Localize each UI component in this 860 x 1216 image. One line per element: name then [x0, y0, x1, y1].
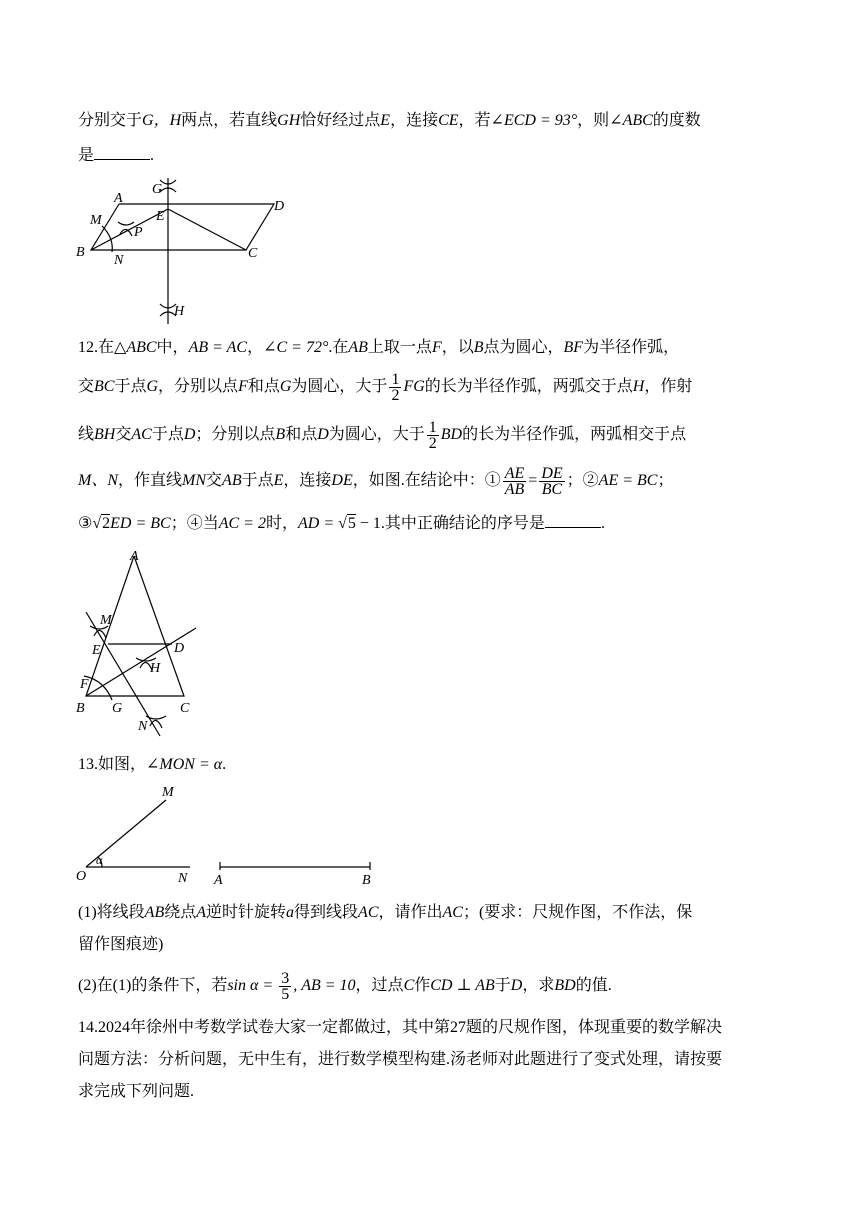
label: P — [134, 225, 143, 240]
label: M — [90, 213, 102, 228]
text: 于点 — [114, 378, 147, 396]
text: ；④当 — [170, 515, 219, 532]
text: 绕点 — [164, 904, 197, 921]
denominator: AB — [504, 481, 525, 498]
math: B — [473, 339, 484, 356]
label: H — [150, 661, 161, 676]
math: ∠MON = α — [146, 756, 223, 773]
math: BH — [94, 426, 116, 444]
text: 13.如图， — [78, 756, 147, 773]
math: ED = BC — [110, 515, 171, 532]
label: B — [76, 701, 85, 716]
text: 时， — [265, 515, 298, 532]
q11-line-1 — [78, 111, 701, 131]
text: 14.2024年徐州中考数学试卷大家一定都做过，其中第27题的尺规作图，体现重要的数学解决 — [78, 1019, 723, 1036]
math: , AB = 10 — [293, 977, 356, 995]
math: △ABC — [114, 339, 157, 356]
math: − 1 — [355, 515, 381, 532]
label: α — [96, 853, 103, 867]
math: E — [380, 112, 391, 129]
text: ，分别以点 — [158, 378, 239, 396]
math: BD — [440, 426, 463, 444]
math: M、N — [78, 472, 119, 490]
math: MN — [182, 472, 207, 490]
label: O — [76, 869, 87, 884]
q14-line-1 — [78, 1018, 722, 1038]
q12-line-4 — [78, 466, 673, 497]
text: 上取一点 — [367, 339, 432, 356]
text: 为圆心，大于 — [291, 378, 388, 396]
text: 和点 — [247, 378, 280, 396]
arc-p-2 — [120, 229, 132, 236]
text: 于 — [494, 977, 511, 995]
fraction — [279, 971, 291, 1002]
text: ，作射 — [644, 378, 693, 396]
fraction — [427, 420, 439, 451]
math: F — [238, 378, 248, 396]
numerator: 3 — [281, 970, 290, 987]
text: ，作直线 — [118, 472, 183, 490]
sqrt-sign: √ — [338, 515, 347, 532]
q12-line-1 — [78, 338, 679, 358]
q14-line-2 — [78, 1050, 722, 1070]
math: D — [317, 426, 329, 444]
text: ，求 — [522, 977, 555, 995]
text: 12.在 — [78, 339, 115, 356]
text: (1)将线段 — [78, 904, 145, 921]
text: . — [600, 515, 605, 532]
label: A — [114, 191, 123, 206]
numerator: AE — [504, 465, 525, 482]
math: B — [275, 426, 286, 444]
denominator: 2 — [391, 387, 400, 404]
label: D — [174, 641, 185, 656]
label: D — [274, 199, 285, 214]
text: 求完成下列问题. — [78, 1083, 195, 1100]
label: A — [130, 549, 139, 564]
text: (2)在(1)的条件下，若 — [78, 977, 228, 995]
q11-line-2 — [78, 145, 154, 166]
math: AC — [131, 426, 152, 444]
denominator: 2 — [428, 435, 437, 452]
label: B — [76, 245, 85, 260]
text: ，则 — [577, 112, 610, 129]
text: ； — [657, 472, 674, 490]
numerator: 1 — [391, 371, 400, 388]
sqrt-arg: 2 — [102, 515, 111, 532]
label: G — [152, 182, 163, 197]
math: G — [146, 378, 159, 396]
math: AC = 2 — [218, 515, 266, 532]
math: CE — [438, 112, 459, 129]
q13-figure — [74, 780, 384, 890]
text: ，过点 — [355, 977, 404, 995]
math: BD — [554, 977, 576, 995]
label: F — [80, 677, 89, 692]
denominator: 5 — [281, 986, 290, 1003]
text: ；分别以点 — [195, 426, 276, 444]
text: 留作图痕迹) — [78, 936, 164, 953]
text: 为圆心，大于 — [328, 426, 425, 444]
q12-line-3 — [78, 420, 686, 451]
label: N — [178, 871, 188, 886]
text: 分别交于 — [78, 112, 143, 129]
label: C — [248, 246, 258, 261]
text: ，若 — [458, 112, 491, 129]
text: .其中正确结论的序号是 — [380, 515, 545, 532]
math: FG — [403, 378, 425, 396]
math: AB — [348, 339, 368, 356]
numerator: 1 — [428, 419, 437, 436]
q11-figure — [74, 176, 294, 328]
math: AC — [442, 904, 463, 921]
label: C — [180, 701, 190, 716]
text: . — [222, 756, 227, 773]
text: 的度数 — [652, 112, 701, 129]
text: ，连接 — [283, 472, 332, 490]
numerator: DE — [541, 465, 563, 482]
math: A — [196, 904, 207, 921]
text: .在 — [328, 339, 349, 356]
math: BF — [563, 339, 584, 356]
q14-line-3 — [78, 1082, 194, 1102]
math: AB — [222, 472, 242, 490]
fraction — [539, 466, 564, 497]
math: DE — [331, 472, 353, 490]
label: N — [114, 253, 124, 268]
math: AC — [358, 904, 379, 921]
text: 于点 — [151, 426, 184, 444]
text: 的长为半径作弧，两弧相交于点 — [462, 426, 687, 444]
math: AE = BC — [598, 472, 658, 490]
text: 逆时针旋转 — [206, 904, 287, 921]
math: BC — [94, 378, 115, 396]
text: 点为圆心， — [483, 339, 564, 356]
label: N — [138, 719, 148, 734]
text: ，连接 — [390, 112, 439, 129]
text: 线 — [78, 426, 95, 444]
segment-ec — [168, 209, 246, 250]
math: G，H — [142, 112, 182, 129]
text: 为半径作弧， — [583, 339, 680, 356]
label: B — [362, 873, 371, 888]
sqrt-sign: √ — [92, 515, 102, 532]
math: GH — [277, 112, 301, 129]
label: E — [92, 643, 101, 658]
math: ∠ECD = 93° — [490, 112, 578, 129]
label: E — [156, 209, 165, 224]
arc-m-2 — [94, 630, 106, 638]
q12-figure — [74, 548, 214, 744]
math: AB = AC — [188, 339, 248, 356]
q12-line-5 — [78, 513, 605, 534]
math: E — [273, 472, 284, 490]
label: G — [112, 701, 123, 716]
text: 恰好经过点 — [300, 112, 381, 129]
fraction — [389, 372, 401, 403]
text: 是 — [78, 147, 95, 164]
q13-part1-line-2 — [78, 935, 163, 955]
text: 于点 — [241, 472, 274, 490]
label: A — [214, 873, 223, 888]
q13-part2 — [78, 971, 612, 1002]
parallelogram — [91, 204, 274, 250]
math: sin α = — [227, 977, 278, 995]
sqrt-arg: 5 — [347, 515, 356, 532]
text: = — [528, 472, 538, 490]
math: ∠ABC — [609, 112, 653, 129]
math: AB — [144, 904, 165, 921]
text: 中， — [156, 339, 189, 356]
math: G — [279, 378, 292, 396]
math: D — [183, 426, 196, 444]
text: ；(要求：尺规作图，不作法，保 — [462, 904, 693, 921]
text: 的长为半径作弧，两弧交于点 — [424, 378, 633, 396]
math: CD ⊥ AB — [430, 977, 495, 995]
denominator: BC — [541, 481, 563, 498]
text: 的值. — [575, 977, 612, 995]
text: ③ — [78, 515, 93, 532]
text: 两点，若直线 — [181, 112, 278, 129]
text: ；② — [566, 472, 599, 490]
math: ∠C = 72° — [263, 339, 329, 356]
math: C — [403, 977, 415, 995]
answer-blank — [545, 513, 601, 528]
math: H — [632, 378, 645, 396]
math: F — [431, 339, 442, 356]
text: ，以 — [441, 339, 474, 356]
text: ，如图.在结论中：① — [352, 472, 501, 490]
label: H — [174, 304, 185, 319]
answer-blank — [94, 145, 150, 160]
text: 作 — [414, 977, 431, 995]
math: AD = — [297, 515, 339, 532]
text: 交 — [115, 426, 132, 444]
q13-part1-line-1 — [78, 903, 692, 923]
text: 得到线段 — [294, 904, 359, 921]
label: M — [162, 785, 174, 800]
math: D — [510, 977, 523, 995]
text: 交 — [206, 472, 223, 490]
fraction — [503, 466, 527, 497]
text: 问题方法：分析问题，无中生有，进行数学模型构建.汤老师对此题进行了变式处理，请按要 — [78, 1051, 723, 1068]
text: . — [150, 147, 155, 164]
q13-title — [78, 755, 226, 775]
text: 和点 — [285, 426, 318, 444]
text: ， — [247, 339, 264, 356]
label: M — [100, 613, 112, 628]
text: 交 — [78, 378, 95, 396]
arc-p-1 — [118, 222, 134, 225]
text: ，请作出 — [378, 904, 443, 921]
math: a — [286, 904, 295, 921]
q12-line-2 — [78, 372, 692, 403]
